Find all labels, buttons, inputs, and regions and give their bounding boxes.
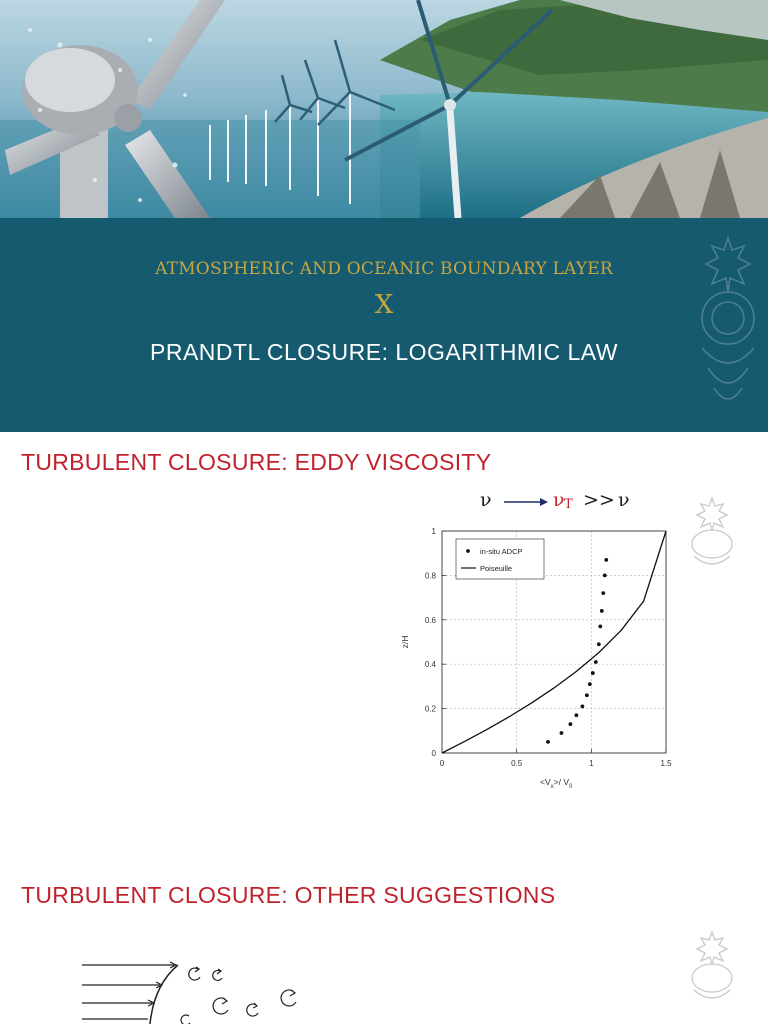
arrow-right-icon: [504, 497, 548, 507]
legend-entry: Poiseuille: [480, 564, 513, 573]
adcp-point: [591, 671, 595, 675]
nu-t-subscript: T: [564, 497, 573, 512]
nu-symbol-right: ν: [618, 489, 630, 511]
flow-separation-diagram: [82, 955, 312, 1024]
x-axis-label: $<V_x>/$ $V_0$: [540, 777, 573, 790]
university-seal-icon: [688, 228, 768, 418]
university-seal-icon: [684, 928, 740, 1004]
adcp-point: [575, 713, 579, 717]
adcp-point: [597, 642, 601, 646]
title-slide: [0, 0, 768, 432]
adcp-point: [569, 722, 573, 726]
adcp-point: [546, 740, 550, 744]
adcp-point: [585, 693, 589, 697]
y-tick-label: 0.6: [424, 615, 436, 625]
nu-t-symbol: ν: [553, 489, 565, 511]
x-tick-label: 1.5: [660, 759, 672, 768]
y-tick-label: 0.4: [424, 660, 436, 670]
x-tick-label: 0: [439, 759, 445, 768]
legend-box: [456, 539, 544, 579]
slide-title: ATMOSPHERIC AND OCEANIC BOUNDARY LAYER: [155, 259, 613, 279]
legend-dot-swatch: [466, 549, 470, 553]
legend-entry: in-situ ADCP: [480, 547, 523, 556]
adcp-point: [604, 558, 608, 562]
adcp-point: [588, 682, 592, 686]
nu-symbol: ν: [480, 489, 492, 511]
much-greater-symbol: >>: [583, 489, 615, 511]
body-boundary: [150, 965, 178, 1024]
adcp-point: [600, 609, 604, 613]
y-axis-label: z/H: [400, 635, 410, 649]
cross-symbol: X: [374, 290, 394, 320]
slide-heading: TURBULENT CLOSURE: EDDY VISCOSITY: [21, 449, 492, 475]
y-tick-label: 0.8: [424, 571, 436, 581]
y-tick-label: 1: [431, 527, 436, 536]
adcp-point: [594, 660, 598, 664]
wind-turbine-banner-image: [0, 0, 768, 218]
y-tick-label: 0: [431, 749, 436, 758]
y-tick-label: 0.2: [424, 704, 436, 714]
adcp-point: [598, 625, 602, 629]
adcp-point: [601, 591, 605, 595]
adcp-point: [580, 704, 584, 708]
x-tick-label: 0.5: [511, 759, 523, 768]
slide-heading: TURBULENT CLOSURE: OTHER SUGGESTIONS: [21, 882, 556, 908]
slide-subtitle: PRANDTL CLOSURE: LOGARITHMIC LAW: [150, 339, 618, 365]
velocity-profile-chart: [398, 523, 678, 801]
x-tick-label: 1: [589, 759, 594, 768]
title-band: [0, 218, 768, 432]
adcp-point: [560, 731, 564, 735]
university-seal-icon: [684, 494, 740, 570]
adcp-point: [603, 574, 607, 578]
